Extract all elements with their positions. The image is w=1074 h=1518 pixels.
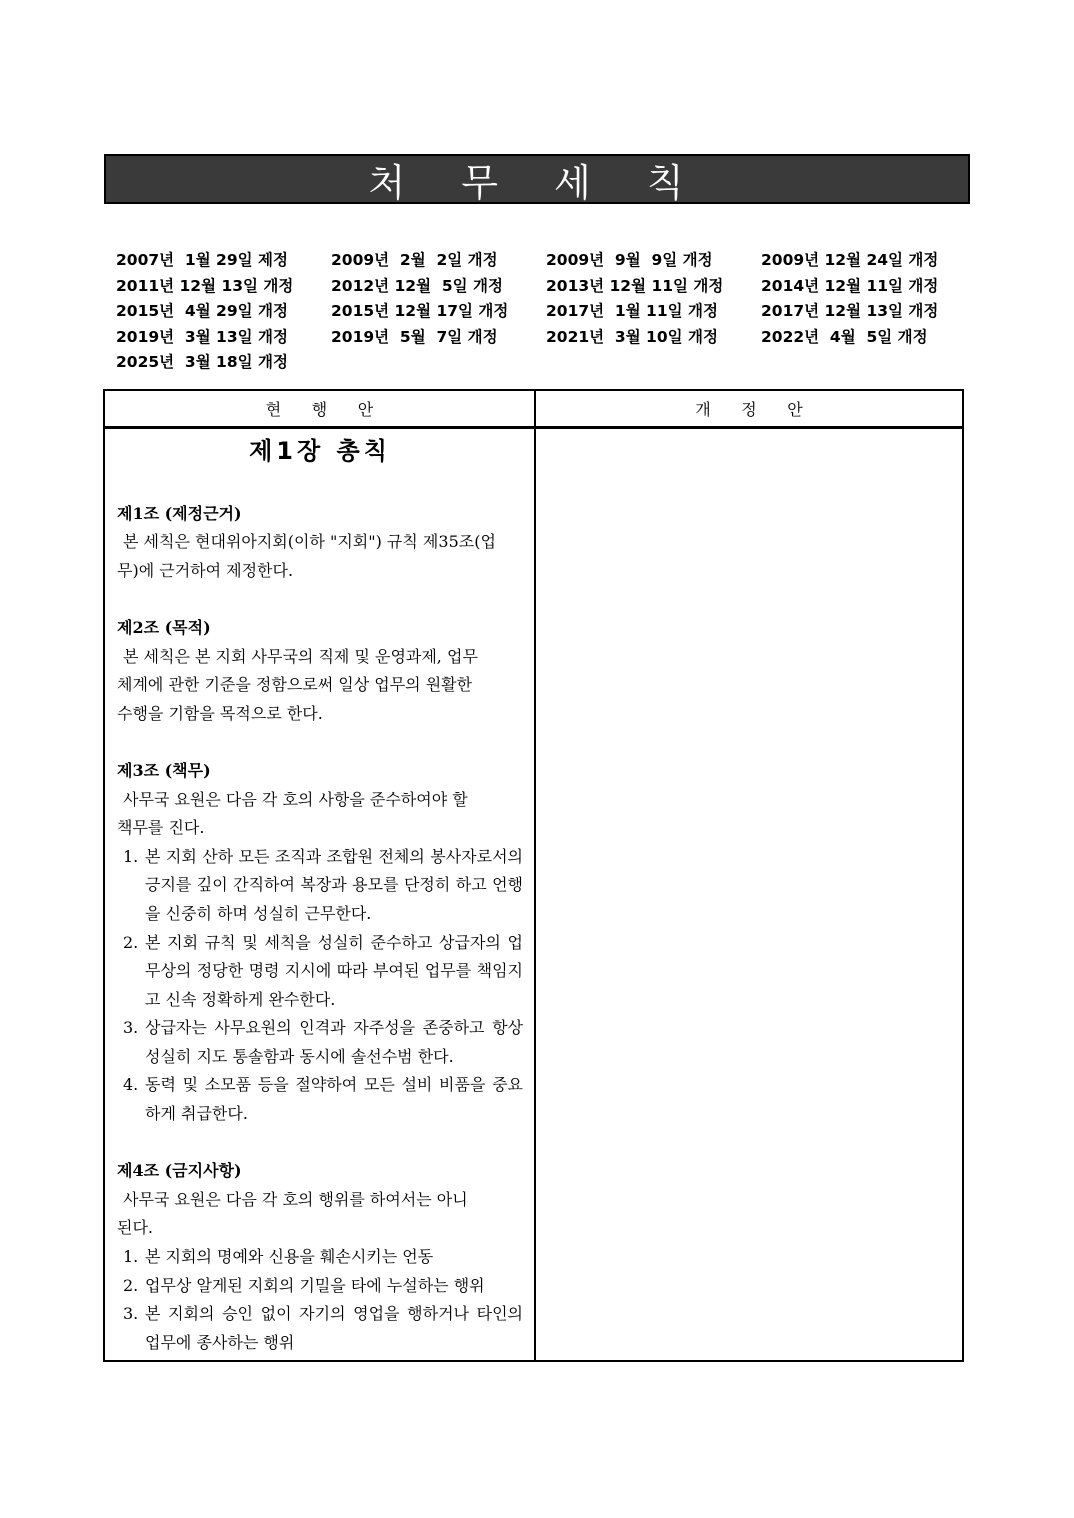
history-row [116,299,966,325]
history-row [116,350,966,376]
history-row [116,325,966,351]
article-title: 제2조 (목적) [117,617,211,637]
table-header [105,391,962,429]
history-entry: 2017년 12월 13일 개정 [761,302,939,321]
article-1 [117,500,523,586]
history-entry: 2015년 12월 17일 개정 [331,302,509,321]
current-column [117,429,523,1357]
article-title: 제4조 (금지사항) [117,1161,242,1181]
history-entry: 2012년 12월 5일 개정 [331,276,503,295]
item-text: 본 지회의 명예와 신용을 훼손시키는 언동 [145,1247,434,1267]
article-line: 사무국 요원은 다음 각 호의 사항을 준수하여야 할 [123,789,468,809]
list-item [117,1300,523,1357]
history-entry: 2022년 4월 5일 개정 [761,327,928,346]
item-number: 3. [123,1018,139,1038]
history-entry: 2025년 3월 18일 개정 [116,353,288,372]
article-2 [117,614,523,728]
history-entry: 2009년 12월 24일 개정 [761,251,939,269]
article-line: 체계에 관한 기준을 정함으로써 일상 업무의 원활한 [117,675,473,695]
list-item [117,843,523,929]
comparison-table [103,389,964,1362]
history-entry: 2015년 4월 29일 개정 [116,302,288,321]
article-line: 무)에 근거하여 제정한다. [117,560,294,580]
article-line: 본 세칙은 현대위아지회(이하 "지회") 규칙 제35조(업 [123,532,496,552]
history-row [116,248,966,274]
article-title: 제3조 (책무) [117,760,211,780]
list-item [117,1272,523,1301]
article-title: 제1조 (제정근거) [117,503,242,523]
document-title-bar [104,154,970,204]
history-row [116,274,966,300]
column-divider [534,429,536,1360]
history-entry: 2009년 2월 2일 개정 [331,251,498,269]
history-entry: 2014년 12월 11일 개정 [761,276,939,295]
item-number: 2. [123,932,139,952]
article-line: 수행을 기함을 목적으로 한다. [117,703,323,723]
item-text: 본 지회 산하 모든 조직과 조합원 전체의 봉사자로서의 긍지를 깊이 간직하여 복장과 용모를 단정히 하고 언행을 신중히 하며 성실히 근무한다. [145,846,523,923]
list-item [117,1243,523,1272]
history-entry: 2011년 12월 13일 개정 [116,276,294,295]
item-text: 동력 및 소모품 등을 절약하여 모든 설비 비품을 중요하게 취급한다. [145,1075,523,1124]
item-text: 본 지회의 승인 없이 자기의 영업을 행하거나 타인의 업무에 종사하는 행위 [145,1304,523,1352]
history-entry: 2017년 1월 11일 개정 [546,302,718,321]
list-item [117,1014,523,1071]
item-number: 2. [123,1275,139,1295]
article-4 [117,1157,523,1357]
header-current-label: 현 행 안 [265,400,374,419]
history-entry: 2009년 9월 9일 개정 [546,251,713,269]
chapter-heading: 제1장 총칙 [249,437,391,465]
history-entry: 2019년 5월 7일 개정 [331,327,498,346]
list-item [117,1071,523,1128]
item-number: 4. [123,1075,139,1095]
revision-history [116,248,966,376]
article-line: 사무국 요원은 다음 각 호의 행위를 하여서는 아니 [123,1189,468,1209]
history-entry: 2007년 1월 29일 제정 [116,251,288,269]
history-entry: 2021년 3월 10일 개정 [546,327,718,346]
item-number: 1. [123,846,139,866]
item-number: 1. [123,1247,139,1267]
article-line: 된다. [117,1218,153,1238]
item-text: 본 지회 규칙 및 세칙을 성실히 준수하고 상급자의 업무상의 정당한 명령 지시에 따라 부여된 업무를 책임지고 신속 정확하게 완수한다. [145,932,523,1009]
article-line: 본 세칙은 본 지회 사무국의 직제 및 운영과제, 업무 [123,646,478,666]
item-text: 상급자는 사무요원의 인격과 자주성을 존중하고 항상 성실히 지도 통솔함과 동시에 솔선수범 한다. [145,1018,523,1066]
item-number: 3. [123,1304,139,1324]
article-line: 책무를 진다. [117,818,205,838]
header-revised [536,391,962,426]
header-revised-label: 개 정 안 [695,400,803,419]
list-item [117,929,523,1015]
history-entry: 2019년 3월 13일 개정 [116,327,288,346]
document-title: 처 무 세 칙 [368,160,706,205]
header-current [105,391,536,426]
article-3 [117,757,523,1129]
history-entry: 2013년 12월 11일 개정 [546,276,724,295]
item-text: 업무상 알게된 지회의 기밀을 타에 누설하는 행위 [145,1275,485,1295]
